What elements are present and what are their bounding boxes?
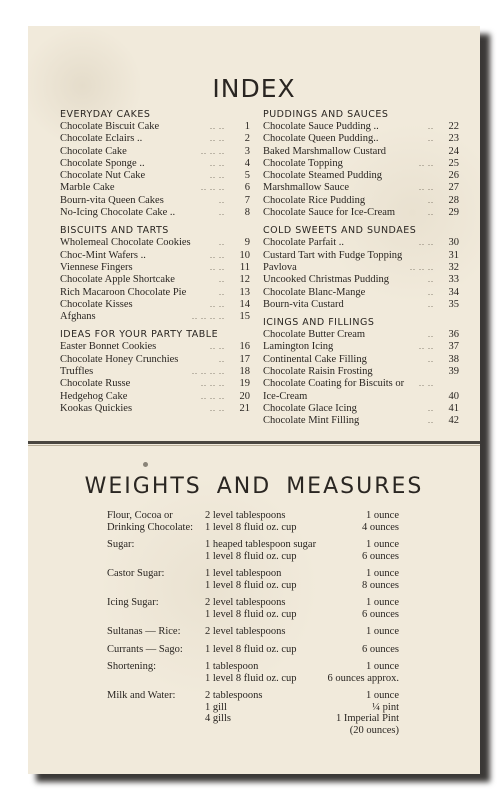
index-entry [60, 158, 250, 170]
measure-quantity: 2 level tablespoons [205, 626, 286, 637]
entry-leader: .. [428, 330, 434, 340]
index-entry [60, 207, 250, 219]
index-entry [60, 311, 250, 323]
entry-title: Chocolate Sauce Pudding .. [263, 121, 379, 132]
entry-title: Wholemeal Chocolate Cookies [60, 237, 191, 249]
entry-page-number: 34 [448, 286, 459, 298]
measure-row [107, 661, 399, 684]
index-entry [263, 121, 459, 133]
index-entry [263, 250, 459, 262]
entry-title: Chocolate Nut Cake [60, 170, 146, 182]
measure-quantity: 1 level 8 fluid oz. cup [205, 521, 297, 533]
entry-page-number: 25 [448, 157, 459, 169]
index-entry [263, 207, 459, 219]
entry-page-number: 4 [244, 157, 250, 169]
entry-title: Pavlova [263, 261, 297, 273]
entry-leader: .. [428, 354, 434, 364]
entry-title: Bourn-vita Queen Cakes [60, 194, 164, 206]
entry-leader: .. [428, 287, 434, 297]
entry-page-number: 11 [239, 261, 250, 273]
entry-leader: .. [219, 195, 225, 205]
entry-leader: .. .. .. [201, 379, 225, 389]
measure-quantity: 2 tablespoons [205, 690, 263, 701]
index-entry [60, 403, 250, 415]
measure-quantity: 1 level 8 fluid oz. cup [205, 579, 297, 591]
entry-page-number: 26 [448, 170, 459, 182]
entry-leader: .. [428, 275, 434, 285]
measure-equivalent: 1 Imperial Pint [336, 713, 399, 724]
measure-equivalent: 6 ounces [361, 643, 399, 655]
measure-line [205, 690, 399, 702]
measure-line [205, 609, 399, 621]
entry-title: Easter Bonnet Cookies [60, 341, 157, 353]
measure-row [107, 597, 399, 620]
paper-mark [143, 462, 148, 467]
entry-page-number: 3 [244, 145, 250, 157]
index-entry [60, 133, 250, 145]
measure-ingredient: Sultanas — Rice: [107, 626, 181, 637]
measure-ingredient: Milk and Water: [107, 690, 176, 701]
entry-title: Chocolate Coating for Biscuits or Ice-Cream [263, 378, 405, 402]
entry-title: Baked Marshmallow Custard [263, 145, 387, 157]
entry-page-number: 13 [239, 286, 250, 298]
index-entry [263, 329, 459, 341]
measure-lines [205, 626, 399, 638]
weights-measures-title: WEIGHTS AND MEASURES [84, 474, 424, 499]
entry-leader: .. .. [419, 183, 434, 193]
entry-title: Chocolate Rice Pudding [263, 194, 366, 206]
entry-leader: .. .. [419, 379, 434, 389]
entry-page-number: 10 [239, 249, 250, 261]
entry-leader: .. .. [210, 158, 225, 168]
index-entry [60, 250, 250, 262]
entry-leader: .. [428, 134, 434, 144]
entry-title: Chocolate Honey Crunchies [60, 353, 179, 365]
measure-ingredient: Castor Sugar: [107, 568, 165, 579]
entry-title: Chocolate Queen Pudding.. [263, 133, 379, 145]
entry-title: Continental Cake Filling [263, 353, 367, 365]
section-heading: COLD SWEETS AND SUNDAES [263, 225, 417, 237]
measure-equivalent: 4 ounces [361, 521, 399, 533]
measure-ingredient: Sugar: [107, 539, 135, 550]
measure-lines [205, 690, 399, 736]
entry-title: Hedgehog Cake [60, 390, 128, 402]
measure-equivalent: 6 ounces [361, 608, 399, 620]
entry-page-number: 22 [448, 121, 459, 132]
measure-row [107, 568, 399, 591]
measure-line [205, 522, 399, 534]
index-entry [60, 287, 250, 299]
measure-equivalent: 1 ounce [366, 568, 399, 579]
measure-row [107, 644, 399, 656]
entry-leader: .. .. [419, 238, 434, 248]
index-entry [263, 415, 459, 427]
measure-line [205, 644, 399, 656]
entry-leader: .. .. [419, 158, 434, 168]
measure-line [205, 661, 399, 673]
entry-leader: .. .. [210, 403, 225, 413]
entry-leader: .. .. [210, 262, 225, 272]
measure-quantity: 1 level 8 fluid oz. cup [205, 672, 297, 684]
measure-ingredient: Shortening: [107, 661, 156, 672]
measure-equivalent: (20 ounces) [349, 724, 399, 736]
entry-title: Truffles [60, 366, 94, 378]
measure-line [205, 539, 399, 551]
entry-title: Rich Macaroon Chocolate Pie [60, 286, 187, 298]
weights-measures-table [107, 510, 399, 742]
measure-lines [205, 539, 399, 562]
measure-ingredient: Icing Sugar: [107, 597, 159, 608]
index-entry [263, 182, 459, 194]
entry-page-number: 42 [448, 415, 459, 427]
measure-line [205, 510, 399, 522]
fold-crease [28, 445, 480, 446]
index-entry [263, 287, 459, 299]
entry-page-number: 38 [448, 353, 459, 365]
index-entry [263, 133, 459, 145]
entry-leader: .. .. [210, 122, 225, 131]
entry-leader: .. [428, 208, 434, 218]
measure-ingredient: Flour, Cocoa or Drinking Chocolate: [107, 510, 194, 533]
index-title: INDEX [212, 74, 296, 103]
measure-row [107, 539, 399, 562]
measure-lines [205, 644, 399, 656]
measure-ingredient: Currants — Sago: [107, 643, 183, 655]
entry-title: Chocolate Blanc-Mange [263, 286, 366, 298]
index-right-column [263, 108, 459, 428]
index-entry [263, 237, 459, 249]
measure-equivalent: 1 ounce [366, 661, 399, 672]
measure-quantity [205, 725, 350, 737]
entry-page-number: 24 [448, 145, 459, 157]
entry-title: Chocolate Russe [60, 378, 131, 390]
section-heading: IDEAS FOR YOUR PARTY TABLE [60, 329, 219, 341]
index-entry [60, 121, 250, 133]
entry-page-number: 19 [239, 378, 250, 390]
entry-leader: .. .. .. [410, 262, 434, 272]
entry-leader: .. [428, 195, 434, 205]
index-entry [60, 182, 250, 194]
entry-title: Chocolate Sauce for Ice-Cream [263, 207, 396, 219]
entry-page-number: 28 [448, 194, 459, 206]
entry-leader: .. [219, 208, 225, 218]
entry-title: Custard Tart with Fudge Topping [263, 249, 403, 261]
entry-page-number: 35 [448, 298, 459, 310]
entry-title: Chocolate Raisin Frosting [263, 366, 373, 378]
measure-row [107, 626, 399, 638]
entry-page-number: 32 [448, 261, 459, 273]
entry-title: Chocolate Sponge .. [60, 157, 145, 169]
measure-line [205, 551, 399, 563]
document-page [28, 26, 480, 774]
entry-page-number: 17 [239, 353, 250, 365]
section-heading: PUDDINGS AND SAUCES [263, 109, 389, 120]
index-entry [263, 354, 459, 366]
measure-quantity: 1 heaped tablespoon sugar [205, 539, 317, 550]
entry-page-number: 1 [244, 121, 250, 132]
measure-quantity: 1 tablespoon [205, 661, 259, 672]
entry-leader: .. [219, 275, 225, 285]
measure-quantity: 1 level tablespoon [205, 568, 282, 579]
section-heading: BISCUITS AND TARTS [60, 225, 169, 237]
index-entry [60, 237, 250, 249]
index-entry [263, 274, 459, 286]
entry-leader: .. .. .. [201, 146, 225, 156]
entry-title: Choc-Mint Wafers .. [60, 249, 146, 261]
entry-leader: .. [219, 287, 225, 297]
entry-page-number: 15 [239, 311, 250, 323]
index-entry [263, 262, 459, 274]
measure-line [205, 580, 399, 592]
index-entry [263, 146, 459, 158]
entry-leader: .. .. .. .. [192, 312, 225, 322]
entry-page-number: 5 [244, 170, 250, 182]
index-entry [263, 195, 459, 207]
section-heading: ICINGS AND FILLINGS [263, 317, 375, 329]
measure-quantity: 2 level tablespoons [205, 510, 286, 521]
entry-page-number: 12 [239, 274, 250, 286]
index-entry [60, 366, 250, 378]
entry-title: Chocolate Apple Shortcake [60, 274, 175, 286]
entry-title: Chocolate Biscuit Cake [60, 121, 160, 132]
measure-equivalent: 6 ounces [361, 550, 399, 562]
entry-leader: .. [428, 122, 434, 131]
index-entry [60, 391, 250, 403]
index-entry [263, 403, 459, 415]
entry-leader: .. .. [210, 171, 225, 181]
index-entry [263, 158, 459, 170]
measure-equivalent: 1 ounce [366, 690, 399, 701]
measure-line [205, 568, 399, 580]
entry-title: Chocolate Parfait .. [263, 237, 345, 249]
entry-page-number: 23 [448, 133, 459, 145]
index-entry [60, 354, 250, 366]
entry-title: Chocolate Topping [263, 157, 343, 169]
measure-equivalent: 1 ounce [366, 510, 399, 521]
entry-leader: .. .. .. [201, 391, 225, 401]
measure-equivalent: 6 ounces approx. [327, 672, 399, 684]
entry-page-number: 29 [448, 207, 459, 219]
entry-page-number: 21 [239, 402, 250, 414]
entry-title: Kookas Quickies [60, 402, 133, 414]
measure-lines [205, 597, 399, 620]
entry-title: Chocolate Eclairs .. [60, 133, 143, 145]
entry-page-number: 30 [448, 237, 459, 249]
entry-page-number: 31 [448, 249, 459, 261]
entry-leader: .. .. [210, 299, 225, 309]
entry-leader: .. .. .. [201, 183, 225, 193]
entry-page-number: 39 [448, 366, 459, 378]
index-entry [60, 341, 250, 353]
measure-quantity: 1 level 8 fluid oz. cup [205, 608, 297, 620]
entry-page-number: 9 [244, 237, 250, 249]
index-entry [263, 378, 459, 403]
index-entry [60, 170, 250, 182]
entry-page-number: 36 [448, 329, 459, 341]
index-entry [60, 146, 250, 158]
measure-equivalent: 1 ounce [366, 597, 399, 608]
entry-page-number: 16 [239, 341, 250, 353]
fold-line [28, 441, 480, 444]
entry-leader: .. [428, 403, 434, 413]
entry-title: Chocolate Butter Cream [263, 329, 366, 341]
entry-leader: .. .. .. .. [192, 367, 225, 377]
measure-quantity: 1 gill [205, 701, 227, 713]
entry-leader: .. [219, 354, 225, 364]
measure-line [205, 725, 399, 737]
entry-title: Chocolate Steamed Pudding [263, 170, 382, 182]
entry-title: Bourn-vita Custard [263, 298, 344, 310]
entry-page-number: 7 [244, 194, 250, 206]
entry-page-number: 18 [239, 366, 250, 378]
measure-equivalent: 1 ounce [366, 626, 399, 637]
measure-quantity: 1 level 8 fluid oz. cup [205, 550, 297, 562]
measure-lines [205, 661, 399, 684]
measure-equivalent: 1 ounce [366, 539, 399, 550]
entry-page-number: 14 [239, 298, 250, 310]
measure-quantity: 4 gills [205, 713, 231, 724]
entry-page-number: 33 [448, 274, 459, 286]
measure-line [205, 673, 399, 685]
entry-leader: .. .. [210, 134, 225, 144]
index-entry [60, 274, 250, 286]
entry-page-number: 2 [244, 133, 250, 145]
index-left-column [60, 108, 250, 415]
index-entry [60, 299, 250, 311]
entry-title: Chocolate Mint Filling [263, 415, 360, 427]
entry-leader: .. [219, 238, 225, 248]
measure-row [107, 690, 399, 736]
entry-title: Uncooked Christmas Pudding [263, 274, 389, 286]
entry-leader: .. [428, 416, 434, 426]
entry-leader: .. .. [419, 342, 434, 352]
index-entry [60, 378, 250, 390]
measure-lines [205, 510, 399, 533]
measure-line [205, 702, 399, 714]
entry-title: Chocolate Kisses [60, 298, 133, 310]
entry-title: Chocolate Glace Icing [263, 402, 357, 414]
section-heading: EVERYDAY CAKES [60, 109, 151, 120]
entry-page-number: 37 [448, 341, 459, 353]
entry-page-number: 6 [244, 182, 250, 194]
measure-quantity: 1 level 8 fluid oz. cup [205, 643, 297, 655]
index-entry [263, 170, 459, 182]
entry-title: Afghans [60, 311, 96, 323]
measure-line [205, 597, 399, 609]
entry-page-number: 40 [448, 390, 459, 402]
index-entry [263, 366, 459, 378]
measure-quantity: 2 level tablespoons [205, 597, 286, 608]
entry-title: Lamington Icing [263, 341, 334, 353]
entry-page-number: 8 [244, 207, 250, 219]
entry-leader: .. .. [210, 250, 225, 260]
index-entry [60, 262, 250, 274]
entry-page-number: 20 [239, 390, 250, 402]
measure-line [205, 713, 399, 725]
entry-title: Marshmallow Sauce [263, 182, 350, 194]
measure-line [205, 626, 399, 638]
measure-equivalent: 8 ounces [361, 579, 399, 591]
index-entry [60, 195, 250, 207]
entry-title: No-Icing Chocolate Cake .. [60, 207, 176, 219]
index-entry [263, 299, 459, 311]
index-entry [263, 341, 459, 353]
entry-leader: .. [428, 299, 434, 309]
entry-page-number: 41 [448, 402, 459, 414]
entry-leader: .. .. [210, 342, 225, 352]
measure-lines [205, 568, 399, 591]
entry-title: Chocolate Cake [60, 145, 127, 157]
measure-equivalent: ¼ pint [372, 701, 399, 713]
entry-page-number: 27 [448, 182, 459, 194]
entry-title: Viennese Fingers [60, 261, 133, 273]
measure-row [107, 510, 399, 533]
entry-title: Marble Cake [60, 182, 115, 194]
